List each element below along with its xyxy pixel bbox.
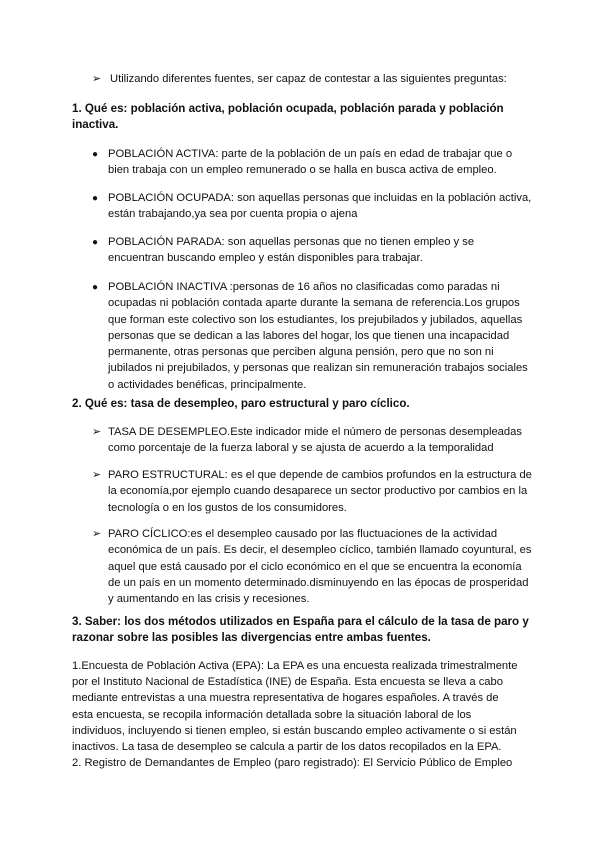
bullet-icon: ● [92, 237, 99, 248]
section2-heading: 2. Qué es: tasa de desempleo, paro estructural y paro cíclico. [72, 397, 410, 410]
list-item [92, 146, 532, 179]
list-item-text: POBLACIÓN PARADA: son aquellas personas que no tienen empleo y se encuentran buscando empleo y están disponibles para trabajar. [108, 236, 475, 265]
list-item [92, 424, 532, 457]
intro-line [92, 71, 532, 87]
arrow-icon: ➢ [92, 469, 102, 481]
list-item [92, 190, 532, 223]
paragraph: 1.Encuesta de Población Activa (EPA): La EPA es una encuesta realizada trimestralmente por el Instituto Nacional de Estadística (INE) de España. Esta encuesta se lleva a cabo mediante entrevistas a una muestra representativa de hogares españoles. A través de esta encuesta, se recopila información detallada sobre la situación laboral de los individuos, incluyendo si tienen empleo, si están buscando empleo activamente o si están inactivos. La tasa de desempleo se calcula a partir de los datos recopilados en la EPA. [72, 660, 518, 754]
list-item-text: PARO ESTRUCTURAL: es el que depende de cambios profundos en la estructura de la economía,por ejemplo cuando desaparece un sector productivo por cambios en la tecnología o en los gustos de los consumidores. [108, 469, 532, 514]
list-item [92, 279, 532, 393]
paragraph: 2. Registro de Demandantes de Empleo (paro registrado): El Servicio Público de Empleo [72, 757, 513, 770]
section1-heading: 1. Qué es: población activa, población ocupada, población parada y población inactiva. [72, 102, 504, 131]
list-item [92, 234, 532, 267]
arrow-icon: ➢ [92, 73, 102, 85]
list-item-text: POBLACIÓN OCUPADA: son aquellas personas que incluidas en la población activa, están trabajando,ya sea por cuenta propia o ajena [108, 192, 532, 221]
list-item-text: POBLACIÓN INACTIVA :personas de 16 años no clasificadas como paradas ni ocupadas ni población contada aparte durante la semana de referencia.Los grupos que forman este colectivo son los estudiantes, los prejubilados y jubilados, aquellas personas que se dedican a las labores del hogar, los que tienen una incapacidad permanente, otras personas que perciben alguna pensión, pero que no son ni jubilados ni prejubilados, y personas que realizan sin remuneración trabajos sociales o actividades benéficas, principalmente. [108, 281, 528, 391]
intro-text: Utilizando diferentes fuentes, ser capaz de contestar a las siguientes preguntas: [110, 73, 507, 85]
list-item [92, 526, 532, 607]
section3-body [72, 658, 522, 771]
bullet-icon: ● [92, 193, 99, 204]
list-item-text: PARO CÍCLICO:es el desempleo causado por las fluctuaciones de la actividad económica de un país. Es decir, el desempleo cíclico, también llamado coyuntural, es aquel que está causado por el ciclo económico en el que se encuentra la economía de un país en un momento determinado.disminuyendo en las épocas de prosperidad y aumentando en las crisis y recesiones. [108, 528, 532, 606]
bullet-icon: ● [92, 149, 99, 160]
bullet-icon: ● [92, 282, 99, 293]
section3-heading: 3. Saber: los dos métodos utilizados en España para el cálculo de la tasa de paro y razonar sobre las posibles las divergencias entre ambas fuentes. [72, 615, 529, 644]
arrow-icon: ➢ [92, 426, 102, 438]
arrow-icon: ➢ [92, 528, 102, 540]
list-item-text: TASA DE DESEMPLEO.Este indicador mide el número de personas desempleadas como porcentaje de la fuerza laboral y se ajusta de acuerdo a la temporalidad [108, 426, 522, 455]
list-item [92, 467, 532, 516]
list-item-text: POBLACIÓN ACTIVA: parte de la población de un país en edad de trabajar que o bien trabaja con un empleo remunerado o se halla en busca activa de empleo. [108, 148, 513, 177]
